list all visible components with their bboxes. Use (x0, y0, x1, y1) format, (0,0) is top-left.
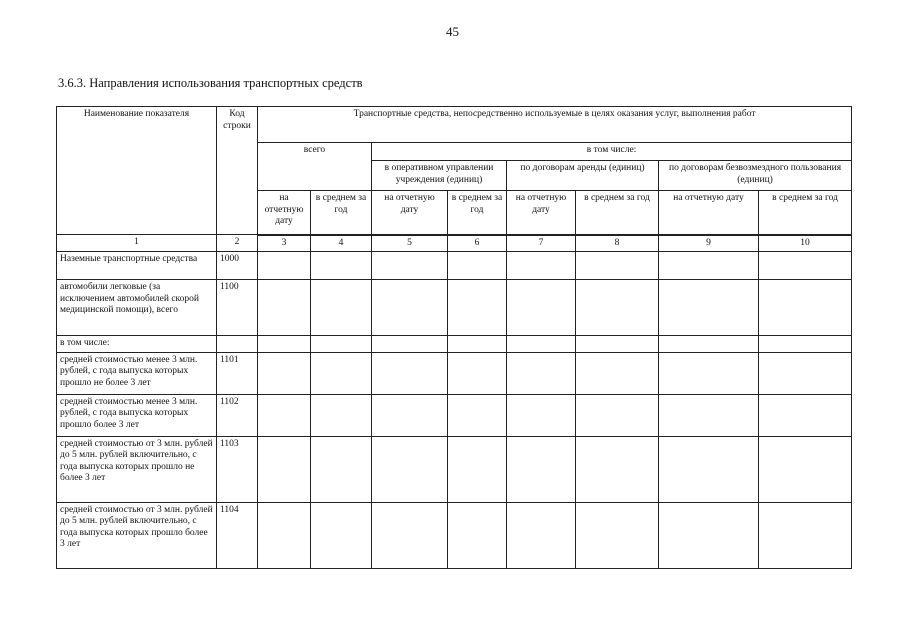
table-row (57, 436, 852, 502)
subheader-cell: на отчетную дату (258, 191, 311, 235)
header-rent: по договорам аренды (единиц) (507, 161, 659, 191)
table-row (57, 394, 852, 436)
column-number: 6 (448, 235, 507, 252)
column-number: 8 (576, 235, 659, 252)
row-code: 1101 (217, 352, 258, 394)
row-code: 1100 (217, 280, 258, 336)
column-number: 2 (217, 235, 258, 252)
row-name: средней стоимостью менее 3 млн. рублей, с года выпуска которых прошло более 3 лет (57, 394, 217, 436)
header-code: Код строки (217, 107, 258, 235)
subheader-cell: в среднем за год (311, 191, 372, 235)
subheader-cell: в среднем за год (576, 191, 659, 235)
row-name: средней стоимостью от 3 млн. рублей до 5 млн. рублей включительно, с года выпуска которых прошло не более 3 лет (57, 436, 217, 502)
row-code: 1104 (217, 502, 258, 568)
column-number: 10 (759, 235, 852, 252)
subheader-cell: в среднем за год (448, 191, 507, 235)
row-code: 1000 (217, 252, 258, 280)
row-code (217, 336, 258, 353)
subheader-cell: на отчетную дату (372, 191, 448, 235)
column-number: 7 (507, 235, 576, 252)
table-row (57, 280, 852, 336)
row-name: автомобили легковые (за исключением автомобилей скорой медицинской помощи), всего (57, 280, 217, 336)
column-numbers-row (57, 235, 852, 252)
row-name: Наземные транспортные средства (57, 252, 217, 280)
header-including: в том числе: (372, 143, 852, 161)
header-indicator: Наименование показателя (57, 107, 217, 235)
header-total: всего (258, 143, 372, 191)
row-name: в том числе: (57, 336, 217, 353)
subheader-cell: в среднем за год (759, 191, 852, 235)
column-number: 4 (311, 235, 372, 252)
row-name: средней стоимостью менее 3 млн. рублей, с года выпуска которых прошло не более 3 лет (57, 352, 217, 394)
row-code: 1102 (217, 394, 258, 436)
header-free-use: по договорам безвозмездного пользования (единиц) (659, 161, 852, 191)
subheader-cell: на отчетную дату (507, 191, 576, 235)
column-number: 1 (57, 235, 217, 252)
row-name: средней стоимостью от 3 млн. рублей до 5 млн. рублей включительно, с года выпуска которых прошло более 3 лет (57, 502, 217, 568)
transport-usage-table (56, 106, 852, 569)
row-code: 1103 (217, 436, 258, 502)
subheader-cell: на отчетную дату (659, 191, 759, 235)
header-operative: в оперативном управлении учреждения (единиц) (372, 161, 507, 191)
column-number: 3 (258, 235, 311, 252)
table-row (57, 336, 852, 353)
table-row (57, 352, 852, 394)
table-row (57, 502, 852, 568)
section-title: 3.6.3. Направления использования транспортных средств (58, 76, 363, 90)
column-number: 5 (372, 235, 448, 252)
page-number: 45 (446, 24, 459, 39)
header-transport: Транспортные средства, непосредственно используемые в целях оказания услуг, выполнения работ (258, 107, 852, 143)
table-row (57, 252, 852, 280)
column-number: 9 (659, 235, 759, 252)
